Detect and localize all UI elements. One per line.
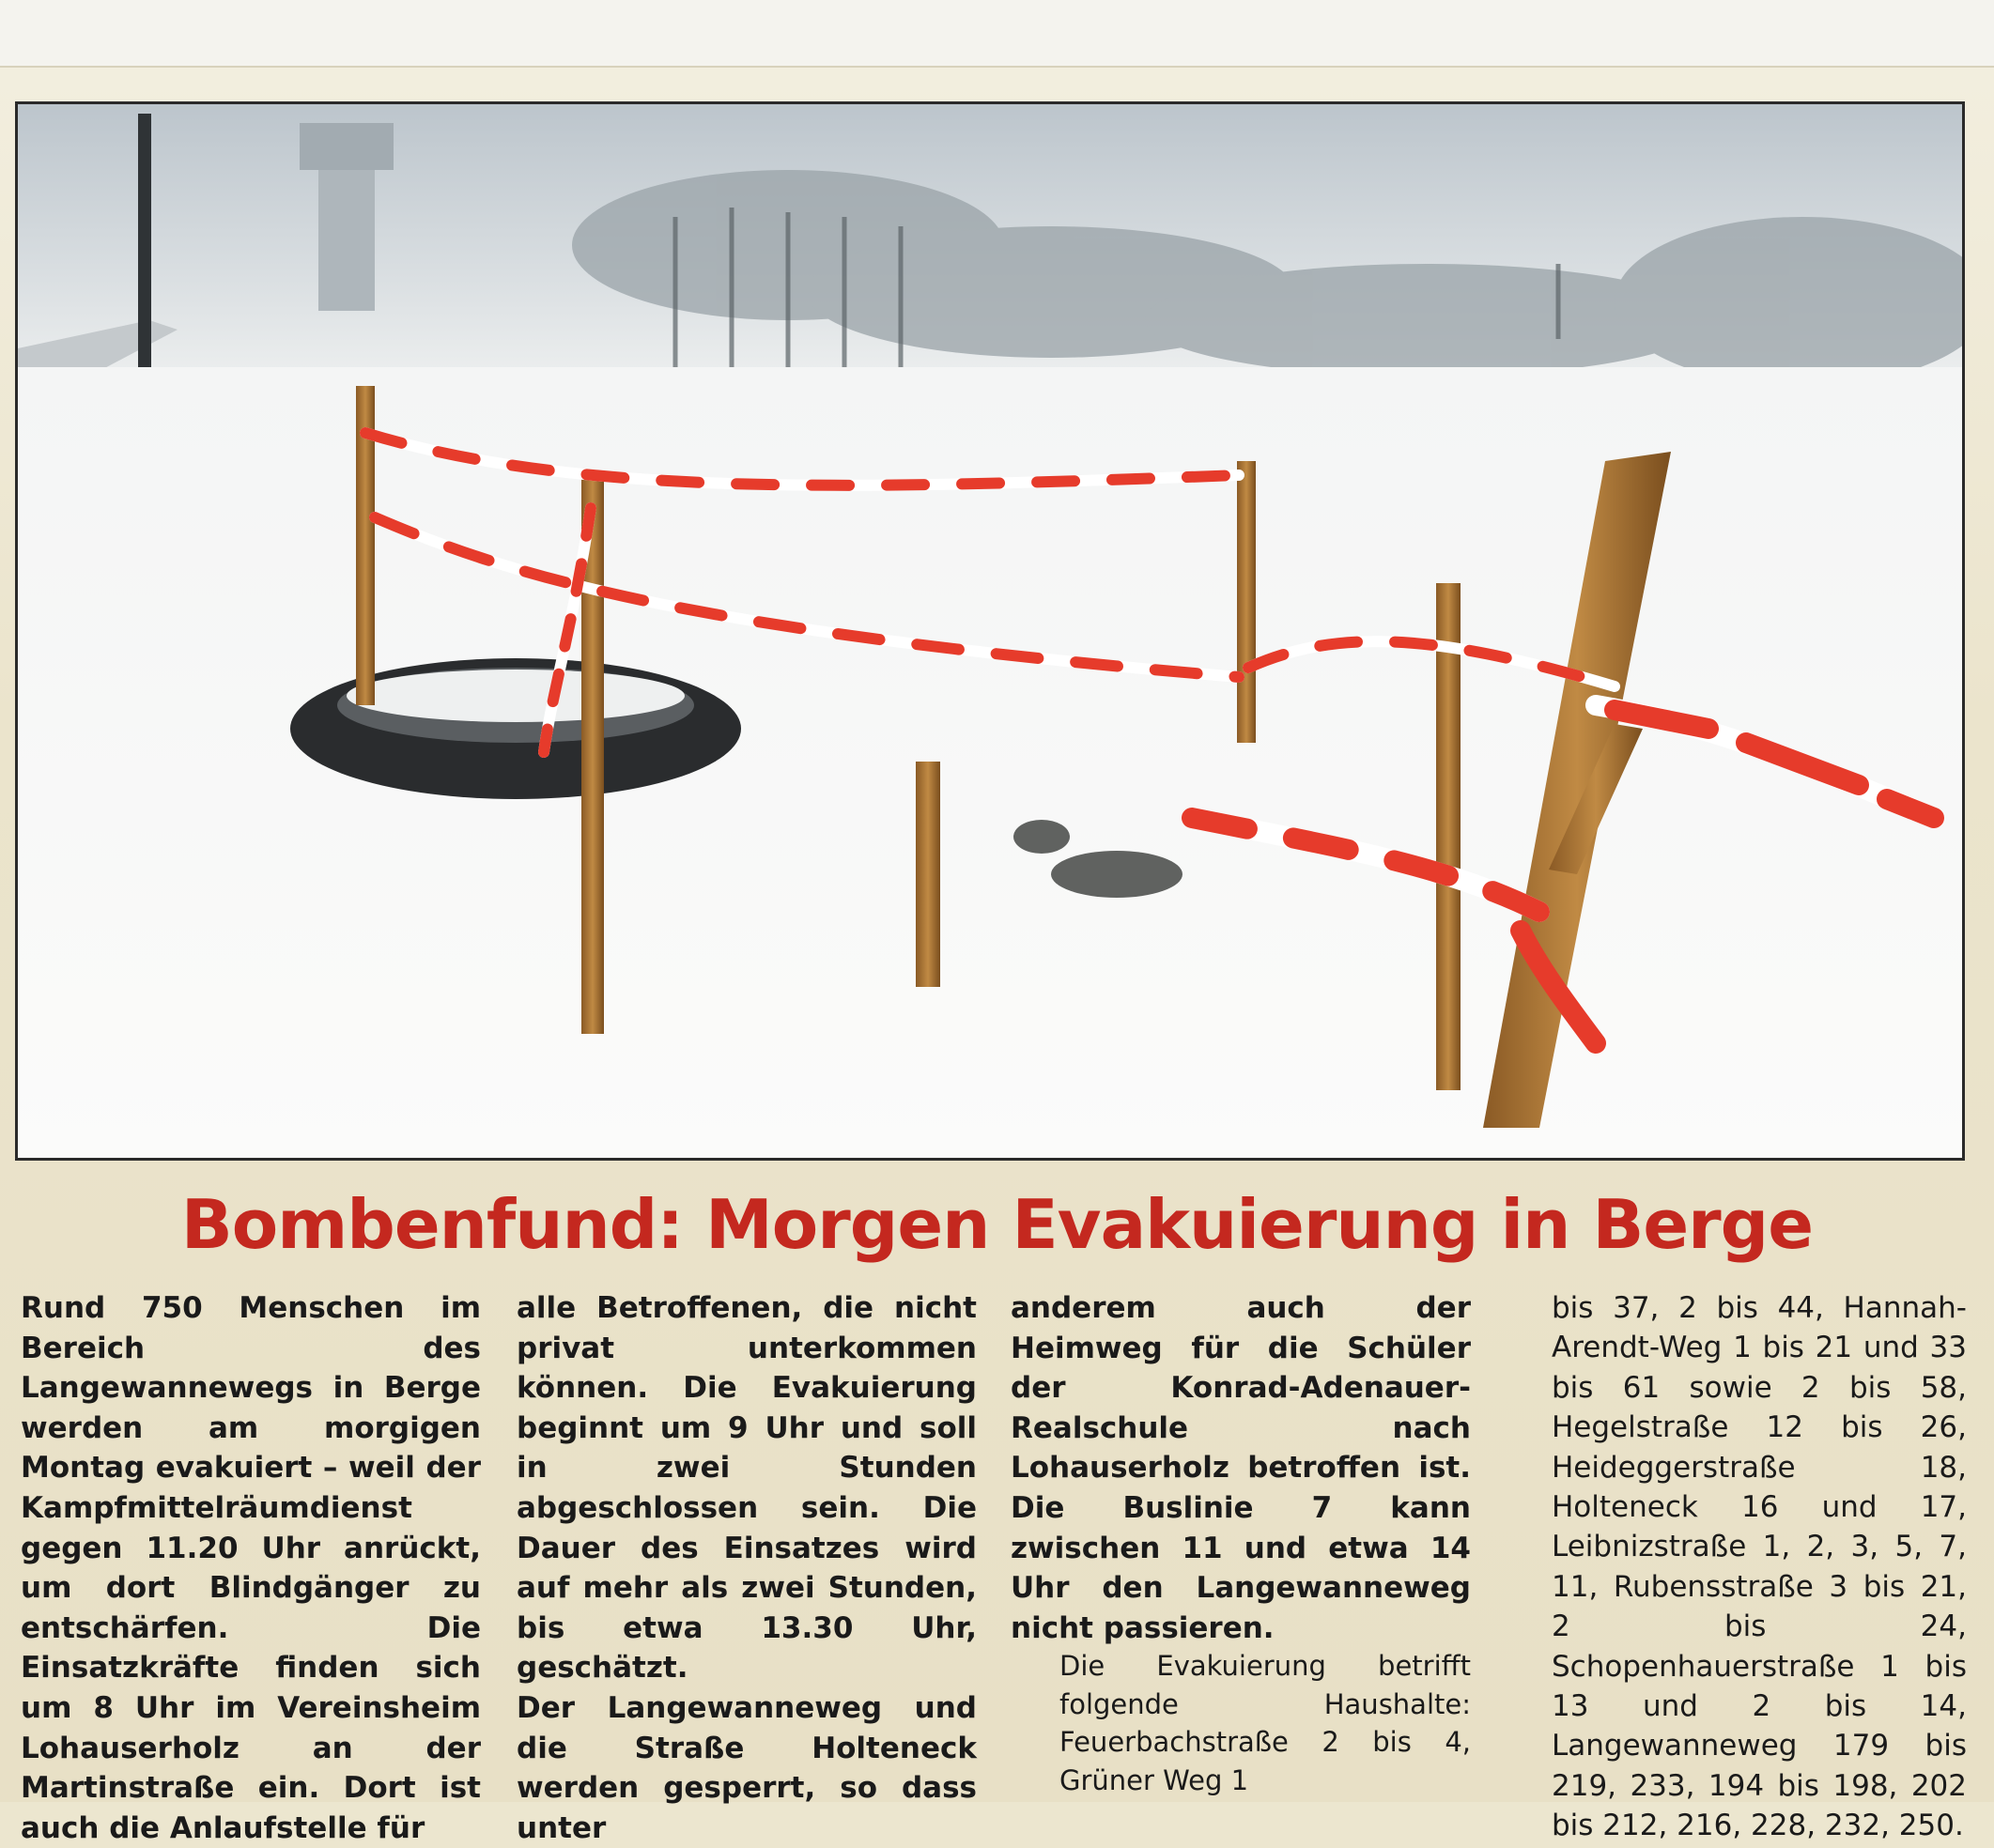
page-top-edge [0,0,1994,68]
article-paragraph: alle Betroffenen, die nicht privat unterkommen können. Die Evakuierung beginnt um 9 Uhr und soll in zwei Stunden abgeschlossen sein. Die Dauer des Einsatzes wird auf mehr als zwei Stunden, bis etwa 13.30 Uhr, geschätzt. [517,1291,977,1686]
article-column-2 [517,1288,977,1848]
article-paragraph: Der Langewanneweg und die Straße Holteneck werden gesperrt, so dass unter [517,1690,977,1845]
snow-field-barrier-tape-photo-icon [18,104,1962,1158]
article-paragraph: anderem auch der Heimweg für die Schüler der Konrad-Adenauer-Realschule nach Lohauserholz betroffen ist. Die Buslinie 7 kann zwischen 11 und etwa 14 Uhr den Langewanneweg nicht passieren. [1011,1291,1471,1645]
news-photo [15,101,1965,1161]
households-note: Die Evakuierung betrifft folgende Haushalte: Feuerbachstraße 2 bis 4, Grüner Weg 1 [1059,1650,1471,1796]
article-column-4 [1552,1288,1967,1846]
article-paragraph: Rund 750 Menschen im Bereich des Langewannewegs in Berge werden am morgigen Montag evakuiert – weil der Kampfmittelräumdienst gegen 11.20 Uhr anrückt, um dort Blindgänger zu entschärfen. Die Einsatzkräfte finden sich um 8 Uhr im Vereinsheim Lohauserholz an der Martinstraße ein. Dort ist auch die Anlaufstelle für [21,1291,481,1845]
article-column-1 [21,1288,481,1848]
households-list: bis 37, 2 bis 44, Hannah-Arendt-Weg 1 bis 21 und 33 bis 61 sowie 2 bis 58, Hegelstraße 12 bis 26, Heideggerstraße 18, Holteneck 16 und 17, Leibnizstraße 1, 2, 3, 5, 7, 11, Rubensstraße 3 bis 21, 2 bis 24, Schopenhauerstraße 1 bis 13 und 2 bis 14, Langewanneweg 179 bis 219, 233, 194 bis 198, 202 bis 212, 216, 228, 232, 250. [1552,1291,1967,1843]
article-column-3 [1011,1288,1471,1648]
headline: Bombenfund: Morgen Evakuierung in Berge [180,1185,1814,1264]
